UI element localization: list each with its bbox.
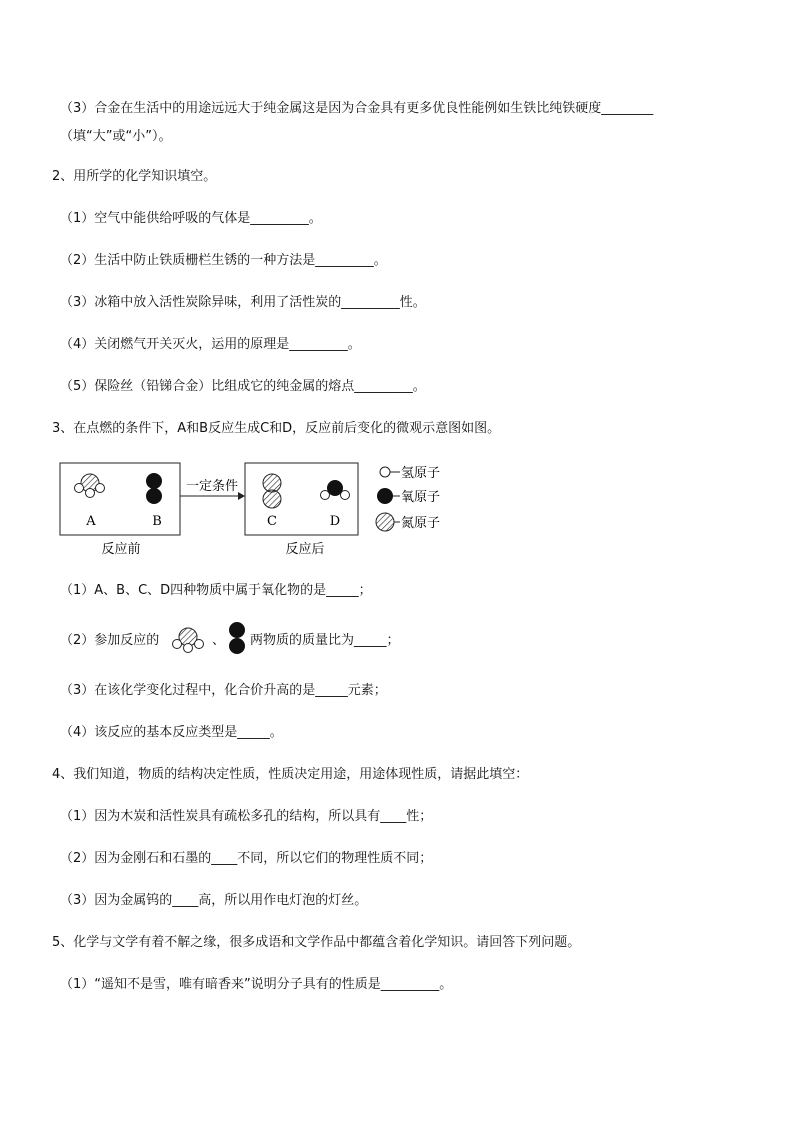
label-d: D [329,514,341,529]
q4-item-1: （1）因为木炭和活性炭具有疏松多孔的结构，所以具有____性； [60,809,433,824]
legend-nitrogen-label: 氮原子 [401,516,441,531]
q2-item-4: （4）关闭燃气开关灭火，运用的原理是_________。 [60,337,361,352]
legend-oxygen [377,488,440,505]
q3-item-3: （3）在该化学变化过程中，化合价升高的是_____元素； [60,683,387,698]
before-box [60,463,180,535]
q3-item-1: （1）A、B、C、D四种物质中属于氧化物的是_____； [60,583,372,598]
q5-item-1: （1）“遥知不是雪，唯有暗香来”说明分子具有的性质是_________。 [60,977,453,992]
before-caption: 反应前 [101,542,141,557]
q3-item-4: （4）该反应的基本反应类型是_____。 [60,725,283,740]
label-b: B [152,514,162,529]
q5-title: 5、化学与文学有着不解之缘，很多成语和文学作品中都蕴含着化学知识。请回答下列问题。 [52,935,581,950]
molecule-b-inline-icon [226,620,248,656]
q3-item-2-separator: 、 [212,633,226,648]
q2-item-5: （5）保险丝（铅锑合金）比组成它的纯金属的熔点_________。 [60,379,426,394]
oxygen-atom-icon [377,488,393,504]
legend-nitrogen [376,513,440,531]
q2-item-3: （3）冰箱中放入活性炭除异味，利用了活性炭的_________性。 [60,295,426,310]
q3-item-2-suffix: 两物质的质量比为_____； [250,633,400,648]
hydrogen-atom-icon [380,467,390,477]
nitrogen-atom-icon [376,513,394,531]
legend-hydrogen-label: 氢原子 [401,466,441,481]
after-caption: 反应后 [285,542,325,557]
q1-part3-line1: （3）合金在生活中的用途远远大于纯金属这是因为合金具有更多优良性能例如生铁比纯铁硬度________ [60,101,654,116]
arrow-label: 一定条件 [185,479,239,494]
molecule-c-icon [263,474,281,508]
q1-part3-line2: （填“大”或“小”）。 [60,129,172,144]
q4-item-3: （3）因为金属钨的____高，所以用作电灯泡的灯丝。 [60,893,368,908]
legend-oxygen-label: 氧原子 [401,490,441,505]
after-box [245,463,358,535]
molecule-b-icon [146,473,162,504]
arrow-head-icon [238,492,245,500]
label-c: C [267,514,277,529]
molecule-d-icon [321,480,350,500]
q3-item-2-prefix: （2）参加反应的 [60,633,160,648]
molecule-a-inline-icon [168,624,208,656]
q2-item-1: （1）空气中能供给呼吸的气体是_________。 [60,211,322,226]
q2-title: 2、用所学的化学知识填空。 [52,169,217,184]
q2-item-2: （2）生活中防止铁质栅栏生锈的一种方法是_________。 [60,253,387,268]
q3-title: 3、在点燃的条件下，A和B反应生成C和D，反应前后变化的微观示意图如图。 [52,421,501,436]
q4-item-2: （2）因为金刚石和石墨的____不同，所以它们的物理性质不同； [60,851,433,866]
legend-hydrogen [380,466,440,481]
molecule-a-icon [75,474,105,498]
q4-title: 4、我们知道，物质的结构决定性质，性质决定用途，用途体现性质，请据此填空： [52,767,529,782]
label-a: A [86,514,96,529]
